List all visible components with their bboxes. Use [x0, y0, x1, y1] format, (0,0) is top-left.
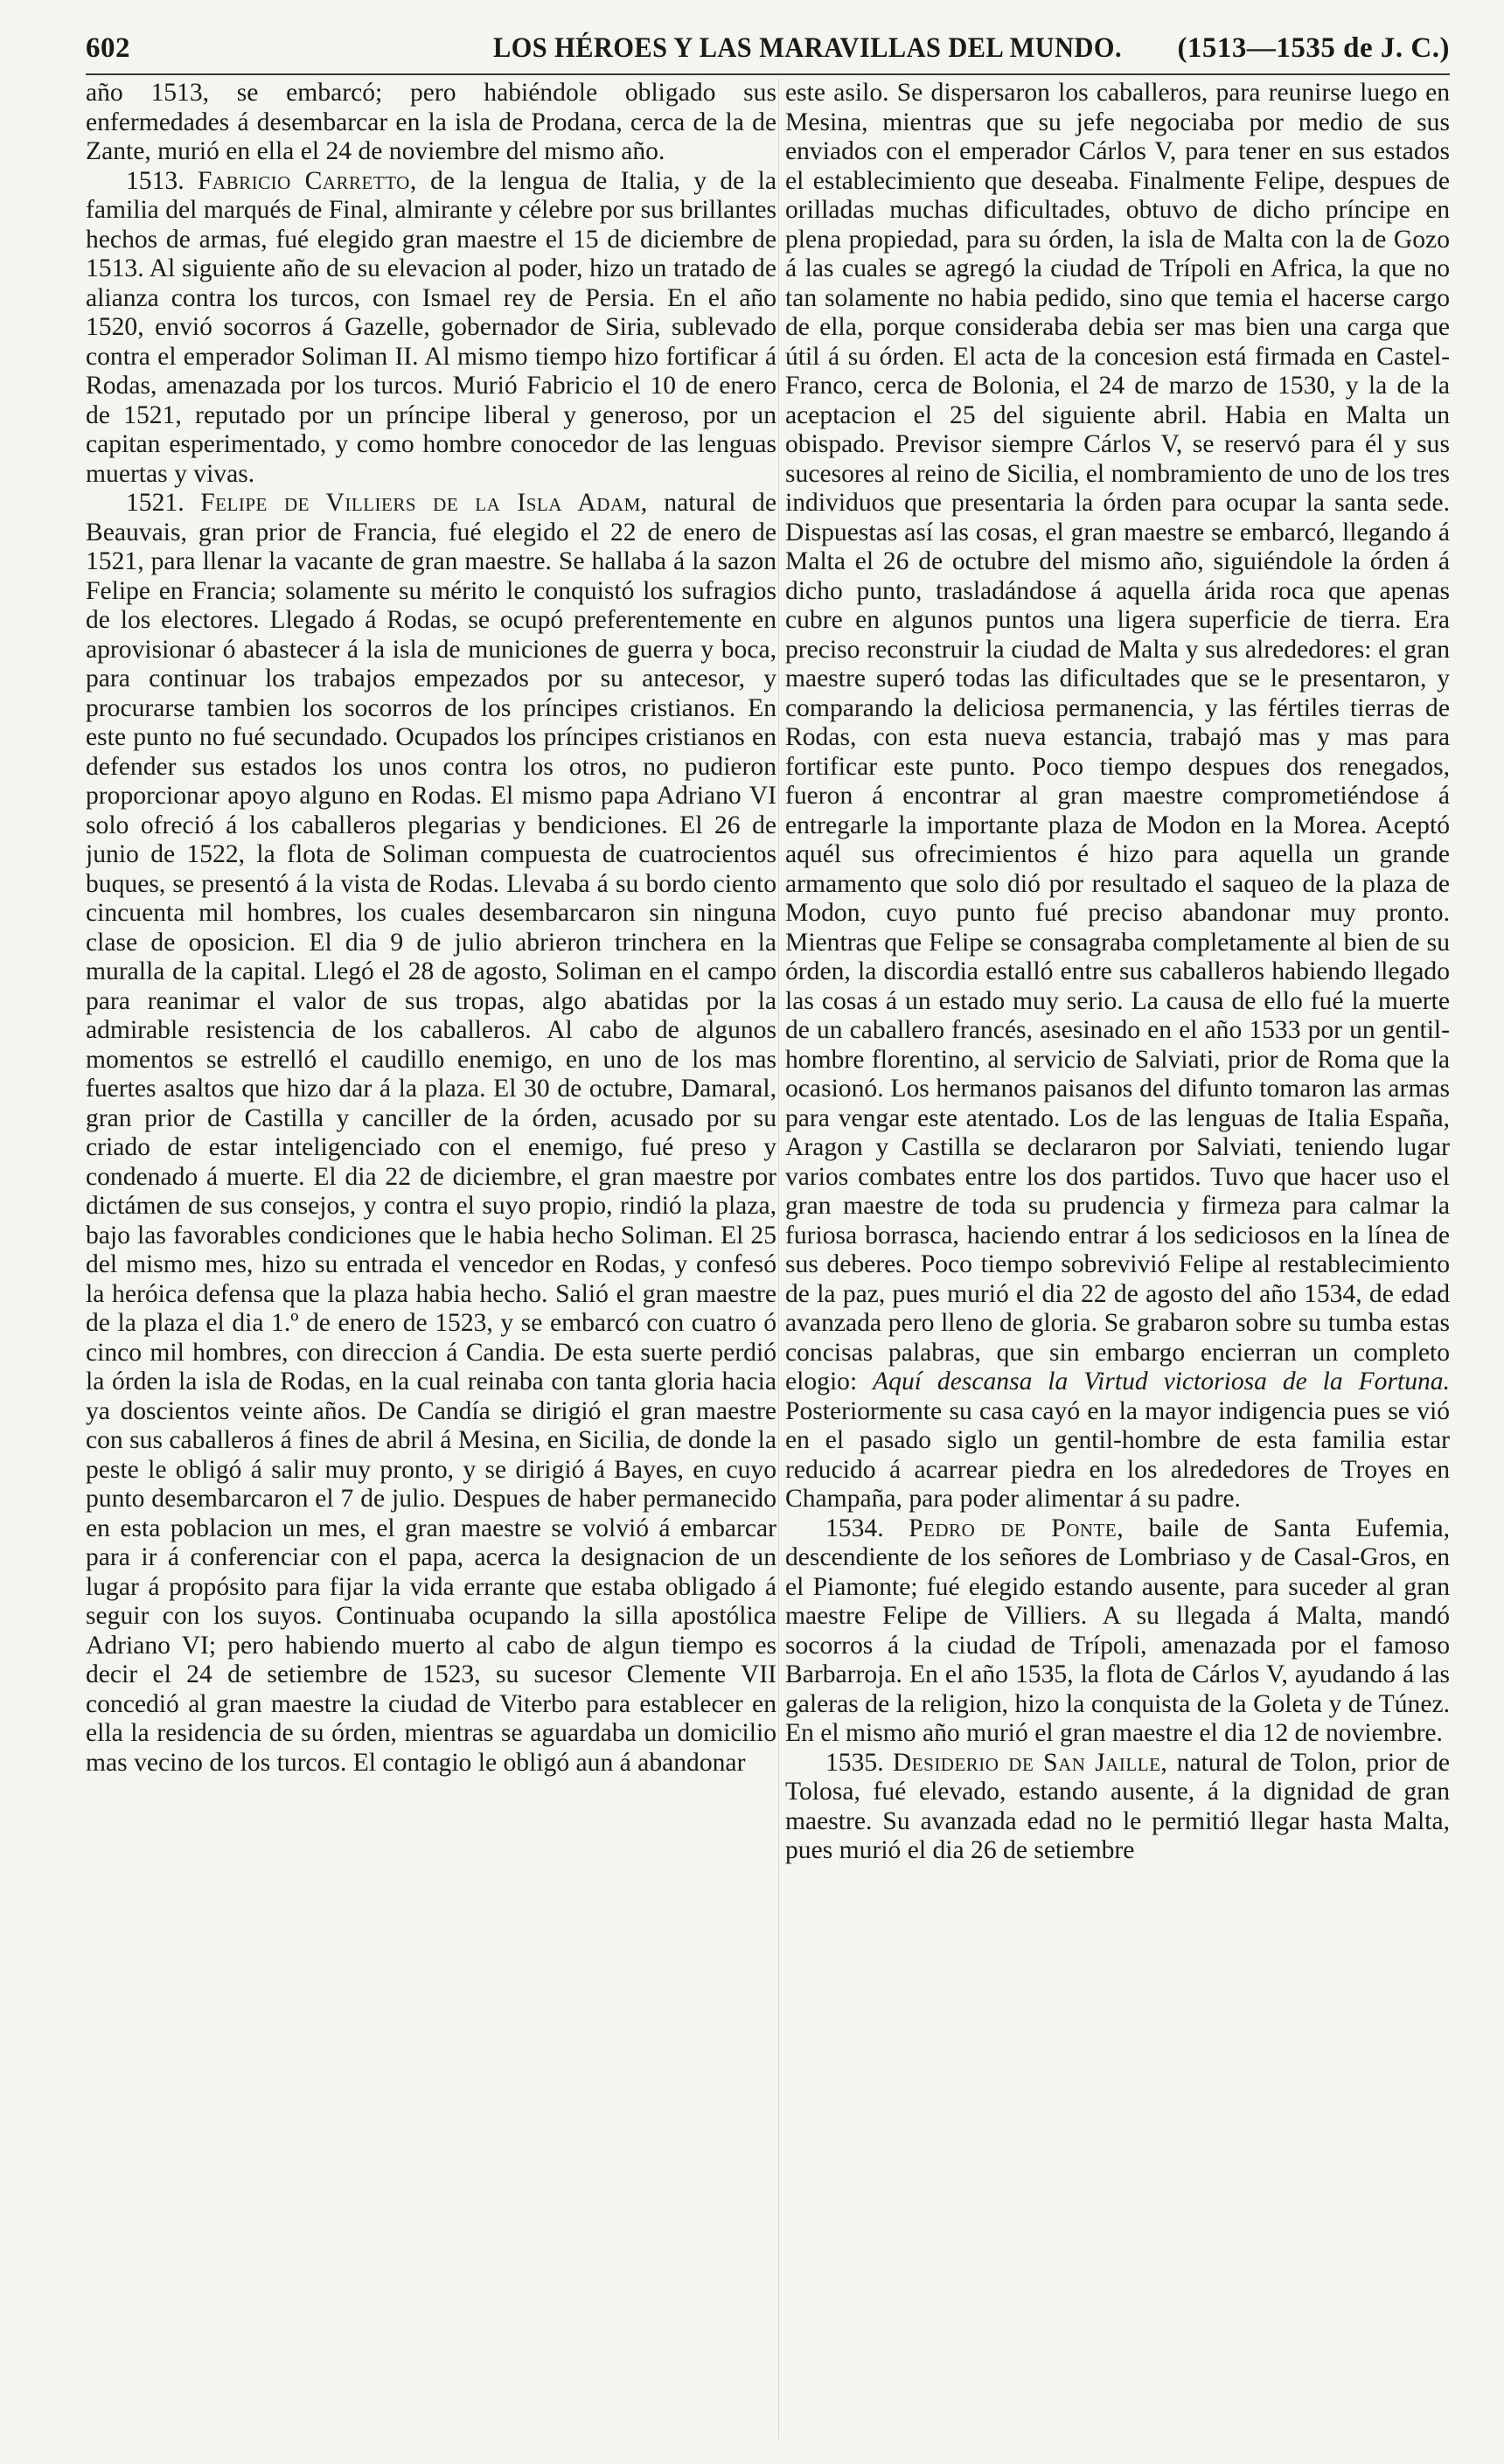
running-title: LOS HÉROES Y LAS MARAVILLAS DEL MUNDO. — [493, 32, 1122, 64]
entry-pedro-de-ponte — [785, 1514, 1450, 1749]
epitaph: Aquí descansa la Virtud victoriosa de la Fortuna. — [873, 1368, 1450, 1396]
running-header — [86, 26, 1450, 70]
entry-year: 1513. — [126, 166, 185, 195]
entry-name: Felipe de Villiers de la Isla Adam, — [200, 489, 648, 517]
paragraph-continuation: año 1513, se embarcó; pero habiéndole obligado sus enfermedades á desembarcar en la isla de Prodana, cerca de la de Zante, murió en ella el 24 de noviembre del mismo año. — [86, 79, 776, 165]
entry-year: 1535. — [825, 1748, 884, 1777]
paragraph-text-tail: Posteriormente su casa cayó en la mayor indigencia pues se vió en el pasado siglo un gentil-hombre de esta familia estar reducido á acarrear piedra en los alrededores de Troyes en Champaña, para poder alimentar á su padre. — [785, 1396, 1450, 1513]
right-column — [785, 79, 1450, 2440]
entry-text: natural de Beauvais, gran prior de Francia, fué elegido el 22 de enero de 1521, para llenar la vacante de gran maestre. Se hallaba á la sazon Felipe en Francia; solamente su mérito le conquistó los sufragios de los electores. Llegado á Rodas, se ocupó preferentemente en aprovisionar ó abastecer á la isla de municiones de guerra y boca, para continuar los trabajos empezados por su antecesor, y procurarse tambien los socorros de los príncipes cristianos. En este punto no fué secundado. Ocupados los príncipes cristianos en defender sus estados los unos contra los otros, no pudieron proporcionar apoyo alguno en Rodas. El mismo papa Adriano VI solo ofreció á los caballeros plegarias y bendiciones. El 26 de junio de 1522, la flota de Soliman compuesta de cuatrocientos buques, se presentó á la vista de Rodas. Llevaba á su bordo ciento cincuenta mil hombres, los cuales desembarcaron sin ninguna clase de oposicion. El dia 9 de julio abrieron trinchera en la muralla de la capital. Llegó el 28 de agosto, Soliman en el campo para reanimar el valor de sus tropas, algo abatidas por la admirable resistencia de los caballeros. Al cabo de algunos momentos se estrelló el caudillo enemigo, en uno de los mas fuertes asaltos que hizo dar á la plaza. El 30 de octubre, Damaral, gran prior de Castilla y canciller de la órden, acusado por su criado de estar inteligenciado con el enemigo, fué preso y condenado á muerte. El dia 22 de diciembre, el gran maestre por dictámen de sus consejos, y contra el suyo propio, rindió la plaza, bajo las favorables condiciones que le habia hecho Soliman. El 25 del mismo mes, hizo su entrada el vencedor en Rodas, y confesó la heróica defensa que la plaza habia hecho. Salió el gran maestre de la plaza el dia 1.º de enero de 1523, y se embarcó con cuatro ó cinco mil hombres, con direccion á Candia. De esta suerte perdió la órden la isla de Rodas, en la cual reinaba con tanta gloria hacia ya doscientos veinte años. De Candía se dirigió el gran maestre con sus caballeros á fines de abril á Mesina, en Sicilia, de donde la peste le obligó á salir muy pronto, y se dirigió á Bayes, en cuyo punto desembarcaron el 7 de julio. Despues de haber permanecido en esta poblacion un mes, el gran maestre se volvió á embarcar para ir á conferenciar con el papa, acerca la designacion de un lugar á propósito para fijar la vida errante que estaba obligado á seguir con los suyos. Continuaba ocupando la silla apostólica Adriano VI; pero habiendo muerto al cabo de algun tiempo es decir el 24 de setiembre de 1523, su sucesor Clemente VII concedió al gran maestre la ciudad de Viterbo para establecer en ella la residencia de su órden, mientras se aguardaba un domicilio mas vecino de los turcos. El contagio le obligó aun á abandonar — [86, 489, 776, 1777]
entry-felipe-de-villiers — [86, 489, 776, 1778]
entry-text: de la lengua de Italia, y de la familia del marqués de Final, almirante y célebre por sus brillantes hechos de armas, fué elegido gran maestre el 15 de diciembre de 1513. Al siguiente año de su elevacion al poder, hizo un tratado de alianza contra los turcos, con Ismael rey de Persia. En el año 1520, envió socorros á Gazelle, gobernador de Siria, sublevado contra el emperador Soliman II. Al mismo tiempo hizo fortificar á Rodas, amenazada por los turcos. Murió Fabricio el 10 de enero de 1521, reputado por un príncipe liberal y generoso, por un capitan esperimentado, y como hombre conocedor de las lenguas muertas y vivas. — [86, 166, 776, 488]
paragraph-continuation — [785, 79, 1450, 1514]
entry-fabricio-carretto — [86, 167, 776, 490]
entry-year: 1534. — [825, 1514, 884, 1542]
entry-name: Fabricio Carretto, — [197, 166, 417, 195]
date-range: (1513—1535 de J. C.) — [1177, 32, 1450, 64]
page-number: 602 — [86, 32, 130, 64]
entry-name: Desiderio de San Jaille, — [892, 1748, 1168, 1777]
column-gutter — [778, 79, 779, 2440]
paragraph-text: este asilo. Se dispersaron los caballeros, para reunirse luego en Mesina, mientras que su jefe negociaba por medio de sus enviados con el emperador Cárlos V, para tener en sus estados el establecimiento que deseaba. Finalmente Felipe, despues de orilladas muchas dificultades, obtuvo de dicho príncipe en plena propiedad, para su órden, la isla de Malta con la de Gozo á las cuales se agregó la ciudad de Trípoli en Africa, la que no tan solamente no habia pedido, sino que temia el hacerse cargo de ella, porque consideraba debia ser mas bien una carga que útil á su órden. El acta de la concesion está firmada en Castel-Franco, cerca de Bolonia, el 24 de marzo de 1530, y la de la aceptacion el 25 del siguiente abril. Habia en Malta un obispado. Previsor siempre Cárlos V, se reservó para él y sus sucesores al reino de Sicilia, el nombramiento de uno de los tres individuos que presentaria la órden para ocupar la santa sede. Dispuestas así las cosas, el gran maestre se embarcó, llegando á Malta el 26 de octubre del mismo año, siguiéndole la órden á dicho punto, trasladándose á aquella árida roca que apenas cubre en algunos puntos una ligera superficie de tierra. Era preciso reconstruir la ciudad de Malta y sus alrededores: el gran maestre superó todas las dificultades que se le presentaron, y comparando la deliciosa permanencia, y las fértiles tierras de Rodas, con esta nueva estancia, trabajó mas y mas para fortificar este punto. Poco tiempo despues dos renegados, fueron á encontrar al gran maestre comprometiéndose á entregarle la importante plaza de Modon en la Morea. Aceptó aquél sus ofrecimientos é hizo para aquella un grande armamento que solo dió por resultado el saqueo de la plaza de Modon, cuyo punto fué preciso abandonar muy pronto. Mientras que Felipe se consagraba completamente al bien de su órden, la discordia estalló entre sus caballeros habiendo llegado las cosas á un estado muy serio. La causa de ello fué la muerte de un caballero francés, asesinado en el año 1533 por un gentil-hombre florentino, al servicio de Salviati, prior de Roma que la ocasionó. Los hermanos paisanos del difunto tomaron las armas para vengar este atentado. Los de las lenguas de Italia España, Aragon y Castilla se declararon por Salviati, teniendo lugar varios combates entre los dos partidos. Tuvo que hacer uso el gran maestre de toda su prudencia y firmeza para calmar la furiosa borrasca, haciendo entrar á los sediciosos en la línea de sus deberes. Poco tiempo sobrevivió Felipe al restablecimiento de la paz, pues murió el dia 22 de agosto del año 1534, de edad avanzada pero lleno de gloria. Se grabaron sobre su tumba estas concisas palabras, que sin embargo encierran un completo elogio: — [785, 79, 1450, 1396]
entry-desiderio-de-san-jaille — [785, 1749, 1450, 1866]
entry-year: 1521. — [126, 489, 185, 517]
entry-text: natural de Tolon, prior de Tolosa, fué elevado, estando ausente, á la dignidad de gran maestre. Su avanzada edad no le permitió llegar hasta Malta, pues murió el dia 26 de setiembre — [785, 1748, 1450, 1864]
entry-text: baile de Santa Eufemia, descendiente de los señores de Lombriaso y de Casal-Gros, en el Piamonte; fué elegido estando ausente, para suceder al gran maestre Felipe de Villiers. A su llegada á Malta, mandó socorros á la ciudad de Trípoli, amenazada por el famoso Barbarroja. En el año 1535, la flota de Cárlos V, ayudando á las galeras de la religion, hizo la conquista de la Goleta y de Túnez. En el mismo año murió el gran maestre el dia 12 de noviembre. — [785, 1514, 1450, 1747]
left-column — [86, 79, 776, 2440]
entry-name: Pedro de Ponte, — [909, 1514, 1125, 1542]
header-rule — [86, 73, 1450, 75]
